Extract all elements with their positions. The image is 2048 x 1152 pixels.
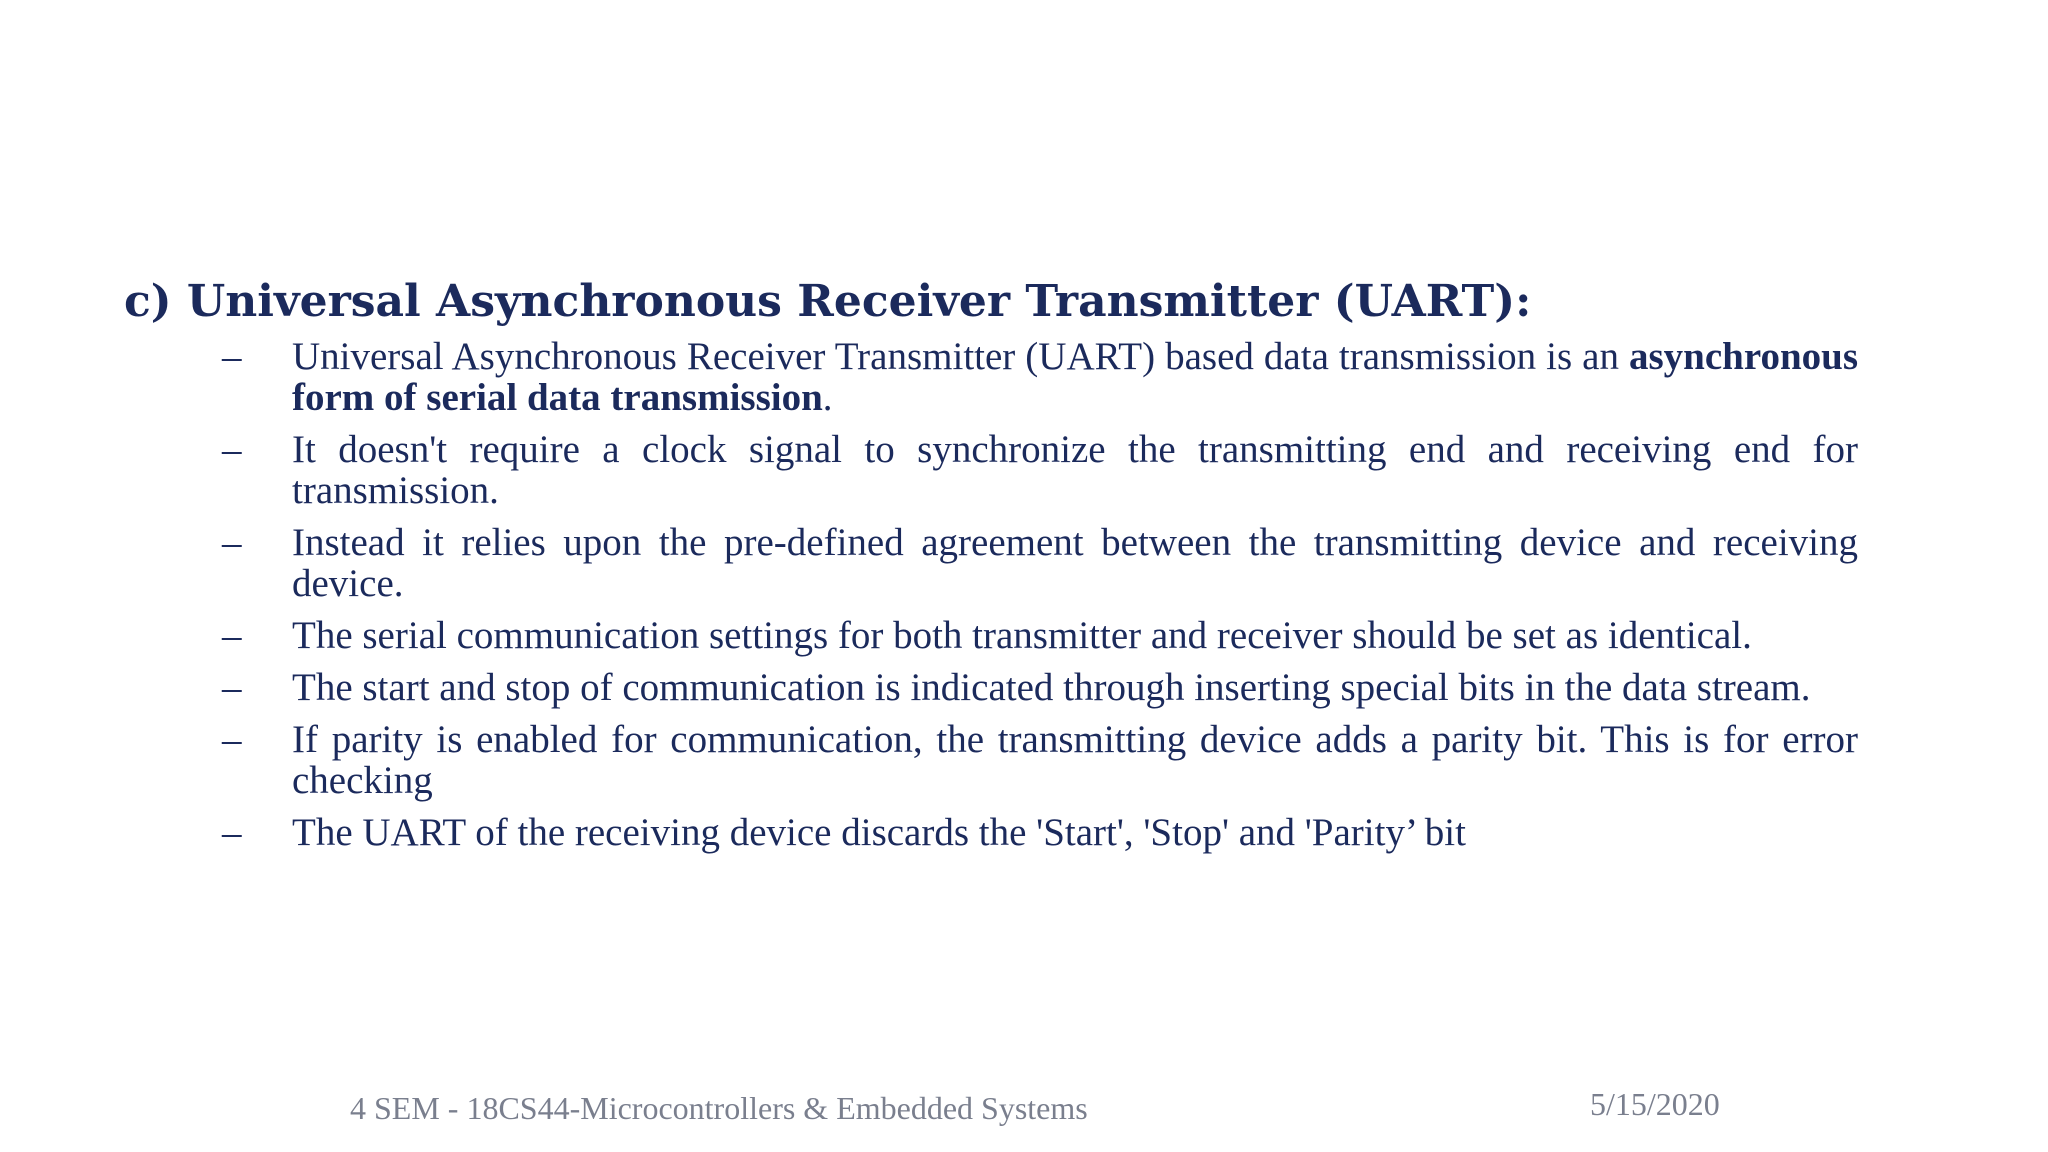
bullet-text: Instead it relies upon the pre-defined agreement between the transmitting device and receiving device. <box>292 521 1858 605</box>
bullet-item <box>222 522 1858 604</box>
slide-heading: c) Universal Asynchronous Receiver Transmitter (UART): <box>124 276 1532 327</box>
bullet-dash: – <box>222 428 242 471</box>
bullet-emphasis: asynchronous form of serial data transmission <box>292 335 1858 419</box>
bullet-text: The serial communication settings for both transmitter and receiver should be set as identical. <box>292 614 1752 657</box>
bullet-item <box>222 667 1858 708</box>
bullet-dash: – <box>222 614 242 657</box>
bullet-text: The start and stop of communication is indicated through inserting special bits in the data stream. <box>292 666 1811 709</box>
bullet-item <box>222 429 1858 511</box>
bullet-item <box>222 615 1858 656</box>
bullet-item <box>222 812 1858 853</box>
footer-course: 4 SEM - 18CS44-Microcontrollers & Embedded Systems <box>350 1090 1088 1126</box>
footer-date: 5/15/2020 <box>1590 1086 1720 1122</box>
bullet-list <box>222 336 1858 864</box>
bullet-text: Universal Asynchronous Receiver Transmitter (UART) based data transmission is an <box>292 335 1629 378</box>
bullet-item <box>222 719 1858 801</box>
bullet-text: The UART of the receiving device discards the 'Start', 'Stop' and 'Parity’ bit <box>292 811 1466 854</box>
bullet-dash: – <box>222 335 242 378</box>
bullet-item <box>222 336 1858 418</box>
bullet-text: It doesn't require a clock signal to synchronize the transmitting end and receiving end for transmission. <box>292 428 1858 512</box>
bullet-dash: – <box>222 718 242 761</box>
bullet-dash: – <box>222 666 242 709</box>
bullet-dash: – <box>222 521 242 564</box>
bullet-text: If parity is enabled for communication, the transmitting device adds a parity bit. This is for error checking <box>292 718 1858 802</box>
bullet-dash: – <box>222 811 242 854</box>
bullet-tail: . <box>822 376 833 419</box>
